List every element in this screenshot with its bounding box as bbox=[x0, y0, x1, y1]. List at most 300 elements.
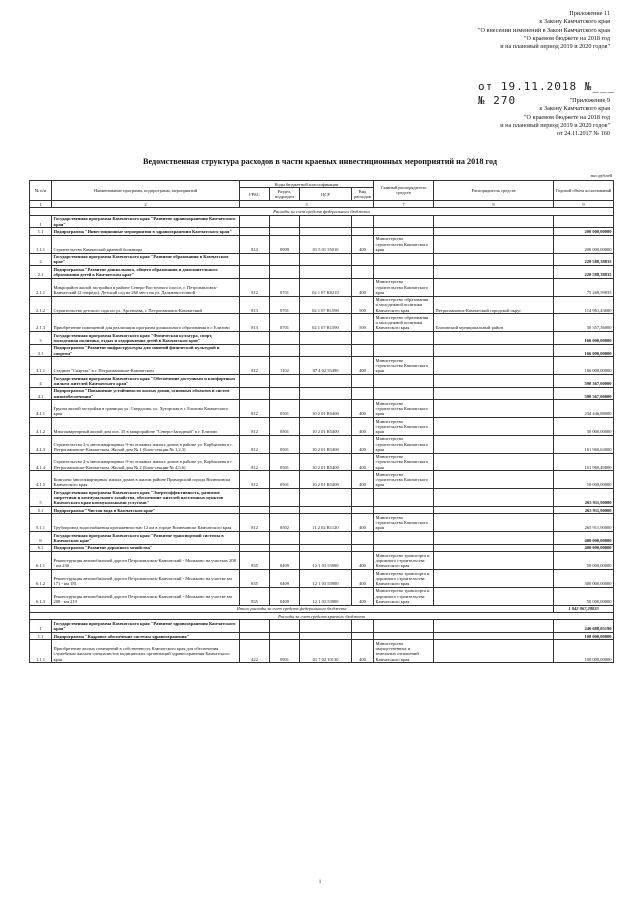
cell-name: Подпрограмма "Кадровое обеспечение системы здравоохранения" bbox=[52, 633, 240, 640]
cell-vr: 400 bbox=[352, 235, 374, 253]
cell-name: Микрорайон жилой застройки в районе Северо-Восточного шоссе, г. Петропавловск-Камчатский (2 очередь). Детский сад на 260 мест на ул. Дальневосточной bbox=[52, 278, 240, 296]
cell-grbs: 835 bbox=[240, 570, 270, 588]
cell-razd bbox=[270, 375, 300, 388]
cell-total: 50 000,00000 bbox=[554, 552, 614, 570]
cell-razd bbox=[270, 532, 300, 545]
cell-csr: 12 1 03 53900 bbox=[300, 570, 352, 588]
cell-num: 2.1.2 bbox=[30, 296, 52, 314]
cell-vr bbox=[352, 375, 374, 388]
cell-razd bbox=[270, 253, 300, 266]
cell-csr bbox=[300, 266, 352, 279]
cell-total: 265 911,90000 bbox=[554, 514, 614, 532]
cell-disp bbox=[434, 471, 554, 489]
table-header-row bbox=[30, 181, 614, 188]
cell-vr: 400 bbox=[352, 471, 374, 489]
cell-main: Министерство строительства Камчатского края bbox=[374, 235, 434, 253]
table-row bbox=[30, 296, 614, 314]
cell-total: 234 446,88000 bbox=[554, 400, 614, 418]
cell-num: 2.1.3 bbox=[30, 314, 52, 332]
cell-razd bbox=[270, 332, 300, 345]
cell-grbs bbox=[240, 544, 270, 551]
cell-num: 3.1 bbox=[30, 344, 52, 357]
col-index: 2 bbox=[52, 200, 240, 207]
cell-disp bbox=[434, 332, 554, 345]
cell-grbs bbox=[240, 633, 270, 640]
cell-vr bbox=[352, 228, 374, 235]
cell-disp bbox=[434, 507, 554, 514]
cell-grbs: 812 bbox=[240, 514, 270, 532]
cell-main bbox=[374, 620, 434, 633]
cell-grbs: 812 bbox=[240, 453, 270, 471]
cell-razd bbox=[270, 387, 300, 400]
cell-csr bbox=[300, 387, 352, 400]
cell-num: 3.1.1 bbox=[30, 357, 52, 375]
cell-vr bbox=[352, 532, 374, 545]
cell-num: 4.1 bbox=[30, 387, 52, 400]
cell-name: Реконструкция автомобильной дороги Петропавловск-Камчатский - Мильково на участках 208 - км 230 bbox=[52, 552, 240, 570]
table-row bbox=[30, 266, 614, 279]
cell-total: 50 000,00000 bbox=[554, 587, 614, 605]
cell-grbs: 812 bbox=[240, 418, 270, 436]
cell-main bbox=[374, 633, 434, 640]
cell-razd bbox=[270, 344, 300, 357]
cell-total: 200 000,00000 bbox=[554, 228, 614, 235]
cell-main bbox=[374, 332, 434, 345]
cell-num: 1.1 bbox=[30, 228, 52, 235]
cell-grbs: 812 bbox=[240, 357, 270, 375]
cell-vr bbox=[352, 253, 374, 266]
cell-disp bbox=[434, 587, 554, 605]
cell-razd: 0502 bbox=[270, 514, 300, 532]
cell-disp bbox=[434, 640, 554, 663]
cell-csr: 07 4 02 55490 bbox=[300, 357, 352, 375]
cell-razd: 0501 bbox=[270, 435, 300, 453]
cell-total: 200 000,00000 bbox=[554, 235, 614, 253]
cell-name: Реконструкция автомобильной дороги Петропавловск-Камчатский - Мильково на участке км 208 - км 219 bbox=[52, 587, 240, 605]
table-row bbox=[30, 400, 614, 418]
cell-csr bbox=[300, 253, 352, 266]
col-razd-header: Раздел, подраздел bbox=[270, 188, 300, 201]
cell-grbs bbox=[240, 489, 270, 507]
header-line: "Приложение 9 bbox=[569, 97, 610, 104]
cell-disp: Елизовский муниципальный район bbox=[434, 314, 554, 332]
cell-disp bbox=[434, 489, 554, 507]
cell-name: Подпрограмма "Развитие инфраструктуры для занятий физической культурой и спортом" bbox=[52, 344, 240, 357]
cell-main: Министерство строительства Камчатского края bbox=[374, 357, 434, 375]
cell-csr: 01 5 01 55010 bbox=[300, 235, 352, 253]
cell-vr bbox=[352, 215, 374, 228]
cell-name: Группа жилой застройки в границах ул. Свердлова, ул. Хуторская в г. Елизово Камчатского края bbox=[52, 400, 240, 418]
cell-total: 590 367,00000 bbox=[554, 387, 614, 400]
cell-grbs bbox=[240, 387, 270, 400]
cell-main: Министерство строительства Камчатского края bbox=[374, 453, 434, 471]
cell-main bbox=[374, 344, 434, 357]
subtotal-label: Итого расходы за счет средств федерального бюджета bbox=[30, 605, 554, 612]
cell-num: 1.1.1 bbox=[30, 640, 52, 663]
cell-name: Комплекс многоквартирных жилых домов в жилом районе Приморский города Вилючинска Камчатского края bbox=[52, 471, 240, 489]
cell-csr: 11 2 02 R1120 bbox=[300, 514, 352, 532]
cell-vr bbox=[352, 344, 374, 357]
col-num-header: № п/п bbox=[30, 181, 52, 201]
cell-main bbox=[374, 544, 434, 551]
col-index: 9 bbox=[554, 200, 614, 207]
table-row bbox=[30, 228, 614, 235]
cell-disp bbox=[434, 435, 554, 453]
cell-disp bbox=[434, 453, 554, 471]
table-row bbox=[30, 332, 614, 345]
cell-grbs: 812 bbox=[240, 278, 270, 296]
table-row bbox=[30, 587, 614, 605]
cell-csr: 02 1 07 R0210 bbox=[300, 278, 352, 296]
document-title: Ведомственная структура расходов в части краевых инвестиционных мероприятий на 2018 год bbox=[143, 157, 497, 166]
cell-name: Государственная программа Камчатского края "Энергоэффективность, развитие энергетики и коммунального хозяйства, обеспечение жителей населенных пунктов Камчатского края коммунальными услугами" bbox=[52, 489, 240, 507]
section-title: Расходы за счет средств краевого бюджета bbox=[30, 613, 614, 620]
cell-grbs: 812 bbox=[240, 471, 270, 489]
registration-date-stamp: от 19.11.2018 №___ bbox=[478, 80, 616, 93]
cell-disp bbox=[434, 387, 554, 400]
cell-main bbox=[374, 375, 434, 388]
cell-name: Подпрограмма "Развитие дорожного хозяйства" bbox=[52, 544, 240, 551]
cell-csr bbox=[300, 633, 352, 640]
col-index: 3 bbox=[240, 200, 374, 207]
cell-num: 6.1 bbox=[30, 544, 52, 551]
cell-main: Министерство имущественных и земельных отношений Камчатского края bbox=[374, 640, 434, 663]
cell-grbs: 422 bbox=[240, 640, 270, 663]
cell-main bbox=[374, 387, 434, 400]
cell-razd bbox=[270, 489, 300, 507]
cell-vr bbox=[352, 633, 374, 640]
cell-disp bbox=[434, 278, 554, 296]
cell-vr: 400 bbox=[352, 357, 374, 375]
cell-num: 1 bbox=[30, 620, 52, 633]
cell-name: Государственная программа Камчатского края "Развитие образования в Камчатском крае" bbox=[52, 253, 240, 266]
cell-razd bbox=[270, 544, 300, 551]
cell-disp bbox=[434, 266, 554, 279]
table-row bbox=[30, 514, 614, 532]
cell-razd: 0501 bbox=[270, 400, 300, 418]
cell-num: 6.1.1 bbox=[30, 552, 52, 570]
cell-csr: 12 1 03 53900 bbox=[300, 587, 352, 605]
cell-grbs bbox=[240, 253, 270, 266]
cell-csr bbox=[300, 332, 352, 345]
col-main-header: Главный распорядитель средств bbox=[374, 181, 434, 201]
table-row bbox=[30, 507, 614, 514]
table-row bbox=[30, 435, 614, 453]
cell-disp bbox=[434, 552, 554, 570]
cell-razd: 0409 bbox=[270, 587, 300, 605]
cell-main: Министерство образования и молодежной политики Камчатского края bbox=[374, 296, 434, 314]
cell-name: Реконструкция автомобильной дороги Петропавловск-Камчатский - Мильково на участке км 171 - км 181 bbox=[52, 570, 240, 588]
table-row bbox=[30, 633, 614, 640]
header-second bbox=[500, 97, 610, 138]
cell-csr: 02 1 07 R1590 bbox=[300, 296, 352, 314]
cell-name: Государственная программа Камчатского края "Физическая культура, спорт, молодежная политика, отдых и оздоровление детей в Камчатском крае" bbox=[52, 332, 240, 345]
header-line: "О краевом бюджете на 2018 год bbox=[524, 113, 610, 121]
cell-vr: 400 bbox=[352, 278, 374, 296]
table-row bbox=[30, 471, 614, 489]
table-row bbox=[30, 453, 614, 471]
table-row bbox=[30, 375, 614, 388]
cell-disp bbox=[434, 375, 554, 388]
cell-razd: 1102 bbox=[270, 357, 300, 375]
cell-razd: 0701 bbox=[270, 296, 300, 314]
cell-total: 590 367,00000 bbox=[554, 375, 614, 388]
cell-disp bbox=[434, 532, 554, 545]
cell-grbs: 835 bbox=[240, 587, 270, 605]
cell-razd bbox=[270, 620, 300, 633]
cell-razd bbox=[270, 633, 300, 640]
cell-vr: 400 bbox=[352, 640, 374, 663]
cell-name: Строительство 2-х многоквартирных 9-ти этажных жилых домов в районе ул. Карбышева в г. Петропавловске-Камчатском. Жилой дом № 1 (Блок-секции № 1,2,3) bbox=[52, 435, 240, 453]
section-row bbox=[30, 208, 614, 215]
cell-num: 5.1 bbox=[30, 507, 52, 514]
cell-grbs bbox=[240, 228, 270, 235]
table-row bbox=[30, 344, 614, 357]
table-row bbox=[30, 418, 614, 436]
cell-grbs: 812 bbox=[240, 400, 270, 418]
col-index: 7 bbox=[374, 200, 434, 207]
header-line: "О внесении изменений в Закон Камчатского края bbox=[478, 26, 610, 34]
cell-razd bbox=[270, 266, 300, 279]
table-row bbox=[30, 570, 614, 588]
cell-name: Подпрограмма "Инвестиционные мероприятия в здравоохранении Камчатского края" bbox=[52, 228, 240, 235]
cell-razd: 0501 bbox=[270, 418, 300, 436]
cell-csr: 10 2 01 R5400 bbox=[300, 400, 352, 418]
cell-total: 30 000,00000 bbox=[554, 418, 614, 436]
cell-vr: 400 bbox=[352, 418, 374, 436]
cell-total: 220 588,38835 bbox=[554, 253, 614, 266]
cell-grbs bbox=[240, 215, 270, 228]
cell-total: 10 000,00000 bbox=[554, 471, 614, 489]
subtotal-row bbox=[30, 605, 614, 612]
cell-vr: 400 bbox=[352, 514, 374, 532]
table-row bbox=[30, 544, 614, 551]
col-total-header: Годовой объем ассигнований bbox=[554, 181, 614, 201]
table-row bbox=[30, 235, 614, 253]
cell-disp bbox=[434, 235, 554, 253]
cell-csr bbox=[300, 489, 352, 507]
col-index: 8 bbox=[434, 200, 554, 207]
cell-razd bbox=[270, 228, 300, 235]
cell-num: 6.1.2 bbox=[30, 570, 52, 588]
page-number: 1 bbox=[318, 880, 322, 885]
cell-main: Министерство транспорта и дорожного строительства Камчатского края bbox=[374, 587, 434, 605]
cell-main: Министерство строительства Камчатского края bbox=[374, 514, 434, 532]
cell-razd: 0501 bbox=[270, 453, 300, 471]
cell-vr bbox=[352, 489, 374, 507]
header-line: к Закону Камчатского края bbox=[539, 105, 610, 113]
table-row bbox=[30, 278, 614, 296]
cell-grbs bbox=[240, 344, 270, 357]
cell-total: 265 911,90000 bbox=[554, 507, 614, 514]
cell-csr: 12 1 03 53900 bbox=[300, 552, 352, 570]
cell-name: Подпрограмма "Чистая вода в Камчатском крае" bbox=[52, 507, 240, 514]
table-row bbox=[30, 532, 614, 545]
cell-disp bbox=[434, 215, 554, 228]
registration-number-stamp: № 270 bbox=[478, 94, 517, 107]
cell-disp bbox=[434, 620, 554, 633]
table-row bbox=[30, 620, 614, 633]
table-row bbox=[30, 640, 614, 663]
cell-total: 100 000,00000 bbox=[554, 633, 614, 640]
col-name-header: Наименование программ, подпрограмм, мероприятий bbox=[52, 181, 240, 201]
table-index-row bbox=[30, 200, 614, 207]
cell-disp bbox=[434, 570, 554, 588]
header-line: к Закону Камчатского края bbox=[539, 18, 610, 26]
cell-name: Приобретение жилых помещений в собственность Камчатского края для обеспечения служебным жильем специалистов медицинских организаций здравоохранения Камчатского края bbox=[52, 640, 240, 663]
cell-disp bbox=[434, 544, 554, 551]
cell-total: 300 000,00000 bbox=[554, 570, 614, 588]
table-row bbox=[30, 489, 614, 507]
cell-vr: 400 bbox=[352, 400, 374, 418]
cell-grbs bbox=[240, 332, 270, 345]
unit-label: тыс.рублей bbox=[590, 173, 612, 178]
cell-grbs: 813 bbox=[240, 314, 270, 332]
col-index: 1 bbox=[30, 200, 52, 207]
table-row bbox=[30, 253, 614, 266]
cell-main: Министерство транспорта и дорожного строительства Камчатского края bbox=[374, 570, 434, 588]
cell-total bbox=[554, 215, 614, 228]
cell-name: Государственная программа Камчатского края "Развитие здравоохранения Камчатского края" bbox=[52, 620, 240, 633]
cell-csr bbox=[300, 544, 352, 551]
cell-main bbox=[374, 215, 434, 228]
cell-csr: 10 2 01 R5400 bbox=[300, 471, 352, 489]
cell-csr bbox=[300, 532, 352, 545]
col-csr-header: ЦСР bbox=[300, 188, 352, 201]
cell-num: 4 bbox=[30, 375, 52, 388]
cell-vr bbox=[352, 507, 374, 514]
cell-main bbox=[374, 266, 434, 279]
cell-razd: 0701 bbox=[270, 278, 300, 296]
cell-total: 161 960,49000 bbox=[554, 453, 614, 471]
cell-csr bbox=[300, 620, 352, 633]
table-row bbox=[30, 387, 614, 400]
cell-vr bbox=[352, 620, 374, 633]
cell-razd: 0909 bbox=[270, 235, 300, 253]
cell-num: 1 bbox=[30, 215, 52, 228]
cell-num: 2.1 bbox=[30, 266, 52, 279]
col-grbs-header: ГРБС bbox=[240, 188, 270, 201]
cell-disp bbox=[434, 228, 554, 235]
cell-csr: 01 7 02 10130 bbox=[300, 640, 352, 663]
header-top bbox=[478, 10, 610, 51]
header-line: Приложение 11 bbox=[569, 10, 610, 17]
section-row bbox=[30, 613, 614, 620]
cell-csr bbox=[300, 344, 352, 357]
cell-vr: 400 bbox=[352, 587, 374, 605]
table-row bbox=[30, 552, 614, 570]
cell-csr: 02 1 07 R1590 bbox=[300, 314, 352, 332]
cell-num: 2 bbox=[30, 253, 52, 266]
cell-vr: 400 bbox=[352, 453, 374, 471]
cell-main: Министерство строительства Камчатского края bbox=[374, 400, 434, 418]
cell-total: 166 000,00000 bbox=[554, 357, 614, 375]
cell-num: 3 bbox=[30, 332, 52, 345]
cell-name: Подпрограмма "Развитие дошкольного, общего образования и дополнительного образования детей в Камчатском крае" bbox=[52, 266, 240, 279]
cell-name: Строительство Камчатской краевой больницы bbox=[52, 235, 240, 253]
cell-total: 114 961,43000 bbox=[554, 296, 614, 314]
cell-vr: 500 bbox=[352, 314, 374, 332]
cell-razd: 0409 bbox=[270, 570, 300, 588]
cell-total: 100 000,00000 bbox=[554, 640, 614, 663]
cell-razd: 0901 bbox=[270, 640, 300, 663]
cell-name: Подпрограмма "Повышение устойчивости жилых домов, основных объектов и систем жизнеобеспечения" bbox=[52, 387, 240, 400]
cell-grbs bbox=[240, 532, 270, 545]
cell-main: Министерство строительства Камчатского края bbox=[374, 471, 434, 489]
header-line: и на плановый период 2019 и 2020 годов" bbox=[500, 121, 610, 129]
cell-name: Трубопровод водоснабжения протяженностью 12 км в городе Вилючинске Камчатского края bbox=[52, 514, 240, 532]
cell-razd: 0701 bbox=[270, 314, 300, 332]
cell-total: 166 000,00000 bbox=[554, 344, 614, 357]
col-codes-group-header: Коды бюджетной классификации bbox=[240, 181, 374, 188]
cell-total: 400 000,00000 bbox=[554, 532, 614, 545]
cell-num: 4.1.2 bbox=[30, 418, 52, 436]
cell-main bbox=[374, 507, 434, 514]
cell-num: 1.1.1 bbox=[30, 235, 52, 253]
cell-total: 265 911,90000 bbox=[554, 489, 614, 507]
cell-grbs: 813 bbox=[240, 296, 270, 314]
cell-total: 220 588,38835 bbox=[554, 266, 614, 279]
table-row bbox=[30, 357, 614, 375]
section-title: Расходы за счет средств федерального бюджета bbox=[30, 208, 614, 215]
col-disp-header: Распорядитель средств bbox=[434, 181, 554, 201]
cell-disp bbox=[434, 633, 554, 640]
cell-grbs bbox=[240, 266, 270, 279]
cell-num: 4.1.4 bbox=[30, 453, 52, 471]
cell-disp: Петропавловск-Камчатский городской округ bbox=[434, 296, 554, 314]
table-row bbox=[30, 314, 614, 332]
cell-total: 400 000,00000 bbox=[554, 544, 614, 551]
cell-disp bbox=[434, 514, 554, 532]
cell-num: 2.1.1 bbox=[30, 278, 52, 296]
cell-grbs: 812 bbox=[240, 435, 270, 453]
cell-main bbox=[374, 253, 434, 266]
cell-vr bbox=[352, 387, 374, 400]
cell-total: 166 000,00000 bbox=[554, 332, 614, 345]
cell-disp bbox=[434, 357, 554, 375]
cell-razd bbox=[270, 215, 300, 228]
cell-name: Строительство 2-х многоквартирных 9-ти этажных жилых домов в районе ул. Карбышева в г. Петропавловске-Камчатском. Жилой дом № 2 (Блок-секции № 4,5,6) bbox=[52, 453, 240, 471]
cell-razd bbox=[270, 507, 300, 514]
cell-disp bbox=[434, 344, 554, 357]
cell-main: Министерство строительства Камчатского края bbox=[374, 418, 434, 436]
cell-disp bbox=[434, 400, 554, 418]
cell-num: 1.1 bbox=[30, 633, 52, 640]
cell-vr bbox=[352, 266, 374, 279]
cell-num: 5 bbox=[30, 489, 52, 507]
cell-num: 4.1.1 bbox=[30, 400, 52, 418]
cell-csr: 10 2 01 R5400 bbox=[300, 435, 352, 453]
cell-csr bbox=[300, 507, 352, 514]
cell-csr: 10 2 01 R5400 bbox=[300, 453, 352, 471]
cell-csr bbox=[300, 228, 352, 235]
header-line: и на плановый период 2019 и 2020 годов" bbox=[500, 43, 610, 51]
cell-main: Министерство транспорта и дорожного строительства Камчатского края bbox=[374, 552, 434, 570]
cell-main bbox=[374, 532, 434, 545]
cell-csr: 10 2 01 R5400 bbox=[300, 418, 352, 436]
cell-num: 6.1.3 bbox=[30, 587, 52, 605]
cell-num: 4.1.5 bbox=[30, 471, 52, 489]
cell-name: Государственная программа Камчатского края "Развитие здравоохранения Камчатского края" bbox=[52, 215, 240, 228]
col-vr-header: Вид расходов bbox=[352, 188, 374, 201]
cell-razd: 0409 bbox=[270, 552, 300, 570]
header-line: от 24.11.2017 № 160 bbox=[556, 130, 610, 138]
table-row bbox=[30, 215, 614, 228]
cell-main bbox=[374, 228, 434, 235]
cell-vr bbox=[352, 332, 374, 345]
cell-total: 246 688,05190 bbox=[554, 620, 614, 633]
cell-num: 4.1.3 bbox=[30, 435, 52, 453]
